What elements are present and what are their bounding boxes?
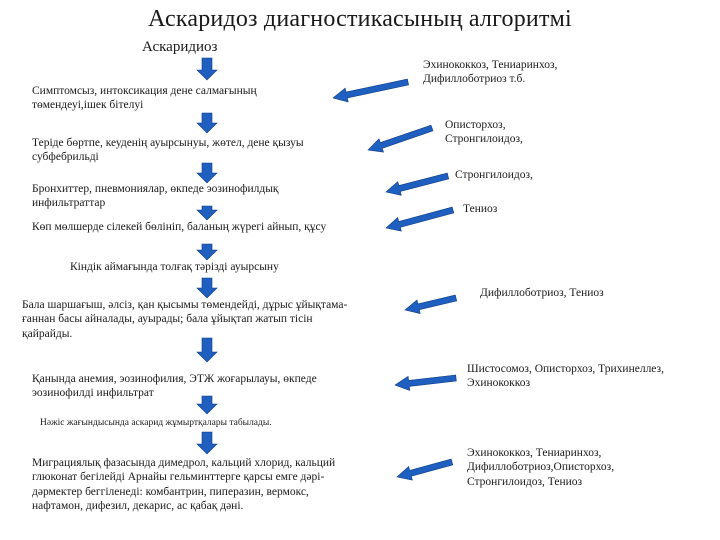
down-arrow-icon-3 bbox=[197, 163, 217, 183]
down-arrow-icon-5 bbox=[197, 244, 217, 260]
step-8-text: Нәжіс жағындысында аскарид жұмыртқалары табылады. bbox=[40, 418, 272, 428]
diagonal-arrow-icon-1 bbox=[333, 79, 409, 102]
step-5-text: Кіндік аймағында толғақ тәрізді ауырсыну bbox=[70, 261, 279, 273]
step-4-text: Көп мөлшерде сілекей бөлініп, баланың жүрегі айнып, құсу bbox=[32, 221, 327, 233]
diagonal-arrow-icon-4 bbox=[386, 207, 454, 231]
step-9-text: Миграциялық фазасында димедрол, кальций хлорид, кальций глюконат бегілейді Арнайы гельминттерге қарсы емге дәрі- дәрмектер беггіленеді: комбантрин, пиперазин, вермокс, нафтамон, дифезил, декарис, ас қабақ дәні. bbox=[32, 457, 336, 513]
step-2-text: Теріде бөртпе, кеуденің ауырсынуы, жөтел, дене қызуы субфебрильді bbox=[32, 137, 304, 164]
down-arrow-icon-9 bbox=[197, 432, 217, 454]
down-arrow-icon-1 bbox=[197, 58, 217, 80]
down-arrow-icon-7 bbox=[197, 338, 217, 362]
differential-2-text: Описторхоз, Стронгилоидоз, bbox=[445, 119, 523, 146]
down-arrow-icon-2 bbox=[197, 113, 217, 133]
diagonal-arrow-icon-2 bbox=[368, 125, 433, 152]
down-arrow-icon-6 bbox=[197, 278, 217, 298]
differential-3-text: Стронгилоидоз, bbox=[455, 169, 533, 181]
page-title: Аскаридоз диагностикасының алгоритмі bbox=[148, 6, 572, 32]
diagonal-arrow-icon-5 bbox=[405, 295, 457, 314]
diagonal-arrow-icon-6 bbox=[395, 375, 456, 390]
diagram-subtitle: Аскаридиоз bbox=[142, 39, 218, 55]
diagonal-arrow-icon-7 bbox=[397, 459, 453, 480]
differential-4-text: Тениоз bbox=[463, 203, 498, 215]
differential-1-text: Эхинококкоз, Тениаринхоз, Дифиллоботриоз т.б. bbox=[423, 59, 558, 86]
step-7-text: Қанында анемия, эозинофилия, ЭТЖ жоғарылауы, өкпеде эозинофилді инфильтрат bbox=[32, 373, 317, 400]
diagonal-arrow-icon-3 bbox=[386, 173, 449, 195]
step-1-text: Симптомсыз, интоксикация дене салмағының төмендеуі,ішек бітелуі bbox=[32, 85, 257, 112]
step-3-text: Бронхиттер, пневмониялар, өкпеде эозинофилдық инфильтраттар bbox=[32, 183, 279, 210]
differential-6-text: Шистосомоз, Описторхоз, Трихинеллез, Эхинококкоз bbox=[467, 363, 664, 390]
differential-5-text: Дифиллоботриоз, Тениоз bbox=[480, 287, 604, 299]
differential-7-text: Эхинококкоз, Тениаринхоз, Дифиллоботриоз,Описторхоз, Стронгилоидоз, Тениоз bbox=[467, 447, 615, 488]
step-6-text: Бала шаршағыш, әлсіз, қан қысымы төмендейді, дұрыс ұйықтама- ғаннан басы айналады, ауырады; бала ұйықтап жатып тісін қайрайды. bbox=[22, 299, 348, 340]
